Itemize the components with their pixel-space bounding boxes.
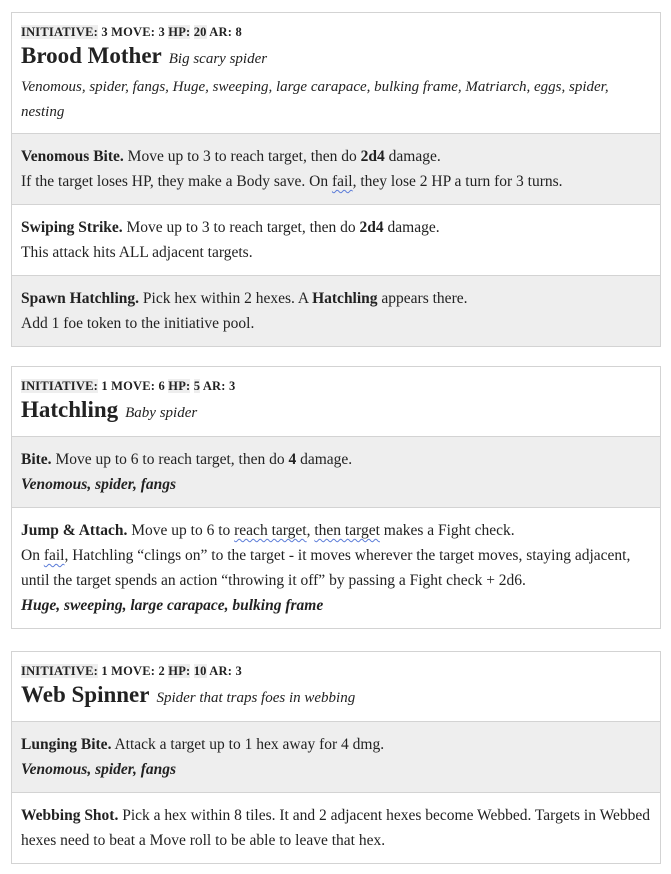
action-text: fail <box>43 547 65 564</box>
hp-label: HP: <box>168 25 191 39</box>
card-header <box>12 13 660 133</box>
title-line <box>21 680 651 713</box>
action-text: , <box>306 522 311 539</box>
move-value: 6 <box>158 379 165 393</box>
action-tags: Venomous, spider, fangs <box>21 476 177 493</box>
move-label: MOVE: <box>111 379 156 393</box>
action-text: makes a Fight check. <box>383 522 515 539</box>
move-value: 2 <box>158 664 165 678</box>
action-title: Lunging Bite. <box>21 736 112 753</box>
action-text: If the target loses HP, they make a Body save. On <box>21 173 329 190</box>
action-title: Webbing Shot. <box>21 807 119 824</box>
hp-value: 20 <box>193 25 207 39</box>
action-text: Pick hex within 2 hexes. A <box>142 290 309 307</box>
monster-name: Web Spinner <box>21 682 150 707</box>
hp-value: 10 <box>193 664 207 678</box>
move-label: MOVE: <box>111 25 156 39</box>
title-line <box>21 41 651 74</box>
action-text: Add 1 foe token to the initiative pool. <box>21 315 255 332</box>
monster-subtitle: Spider that traps foes in webbing <box>156 690 356 706</box>
stat-line <box>21 663 651 679</box>
action-text: Move up to 3 to reach target, then do <box>127 148 357 165</box>
action-row <box>12 792 660 863</box>
damage-value: 2d4 <box>360 148 385 165</box>
ar-value: 3 <box>235 664 242 678</box>
action-text: damage. <box>300 451 353 468</box>
action-text: Move up to 6 to <box>131 522 231 539</box>
monster-card-web-spinner <box>11 651 661 864</box>
action-title: Jump & Attach. <box>21 522 128 539</box>
action-text: This attack hits ALL adjacent targets. <box>21 244 253 261</box>
initiative-label: INITIATIVE: <box>21 379 98 393</box>
action-text: fail <box>331 173 353 190</box>
ar-label: AR: <box>209 25 233 39</box>
monster-subtitle: Baby spider <box>125 405 198 421</box>
card-header <box>12 367 660 436</box>
initiative-label: INITIATIVE: <box>21 25 98 39</box>
stat-line <box>21 24 651 40</box>
move-label: MOVE: <box>111 664 156 678</box>
ar-value: 8 <box>235 25 242 39</box>
title-line <box>21 395 651 428</box>
action-text: damage. <box>388 148 441 165</box>
action-title: Venomous Bite. <box>21 148 124 165</box>
action-text: damage. <box>387 219 440 236</box>
action-text: , Hatchling “clings on” to the target - it moves wherever the target moves, staying adjacent, until the target spends an action “throwing it off” by passing a Fight check + 2d6. <box>21 547 631 589</box>
monster-card-brood-mother <box>11 12 661 347</box>
action-text: then target <box>314 522 380 539</box>
damage-value: 4 <box>288 451 297 468</box>
hp-value: 5 <box>193 379 201 393</box>
action-title: Bite. <box>21 451 52 468</box>
action-bold-term: Hatchling <box>312 290 378 307</box>
action-text: On <box>21 547 40 564</box>
initiative-value: 1 <box>101 664 108 678</box>
monster-name: Brood Mother <box>21 43 162 68</box>
initiative-value: 1 <box>101 379 108 393</box>
action-text: Move up to 6 to reach target, then do <box>55 451 285 468</box>
action-text: Attack a target up to 1 hex away for 4 dmg. <box>114 736 385 753</box>
move-value: 3 <box>158 25 165 39</box>
action-text: appears there. <box>381 290 468 307</box>
hp-label: HP: <box>168 664 191 678</box>
action-text: Move up to 3 to reach target, then do <box>126 219 356 236</box>
damage-value: 2d4 <box>359 219 384 236</box>
action-title: Spawn Hatchling. <box>21 290 140 307</box>
action-text: , they lose 2 HP a turn for 3 turns. <box>352 173 563 190</box>
action-text: Pick a hex within 8 tiles. It and 2 adjacent hexes become Webbed. Targets in Webbed hexes need to beat a Move roll to be able to leave that hex. <box>21 807 650 849</box>
initiative-label: INITIATIVE: <box>21 664 98 678</box>
stat-line <box>21 378 651 394</box>
card-header <box>12 652 660 721</box>
monster-card-hatchling <box>11 366 661 629</box>
ar-value: 3 <box>228 379 236 393</box>
action-row <box>12 204 660 275</box>
action-title: Swiping Strike. <box>21 219 123 236</box>
action-row <box>12 436 660 507</box>
action-text: reach target <box>234 522 307 539</box>
action-tags: Venomous, spider, fangs <box>21 761 177 778</box>
action-row <box>12 133 660 204</box>
monster-subtitle: Big scary spider <box>168 51 268 67</box>
ar-label: AR: <box>202 379 226 393</box>
ar-label: AR: <box>209 664 233 678</box>
monster-tags: Venomous, spider, fangs, Huge, sweeping, large carapace, bulking frame, Matriarch, eggs, spider, nesting <box>21 79 609 120</box>
hp-label: HP: <box>168 379 191 393</box>
monster-name: Hatchling <box>21 397 119 422</box>
action-tags: Huge, sweeping, large carapace, bulking frame <box>21 597 324 614</box>
action-row <box>12 507 660 628</box>
action-row <box>12 721 660 792</box>
initiative-value: 3 <box>101 25 108 39</box>
action-row <box>12 275 660 346</box>
